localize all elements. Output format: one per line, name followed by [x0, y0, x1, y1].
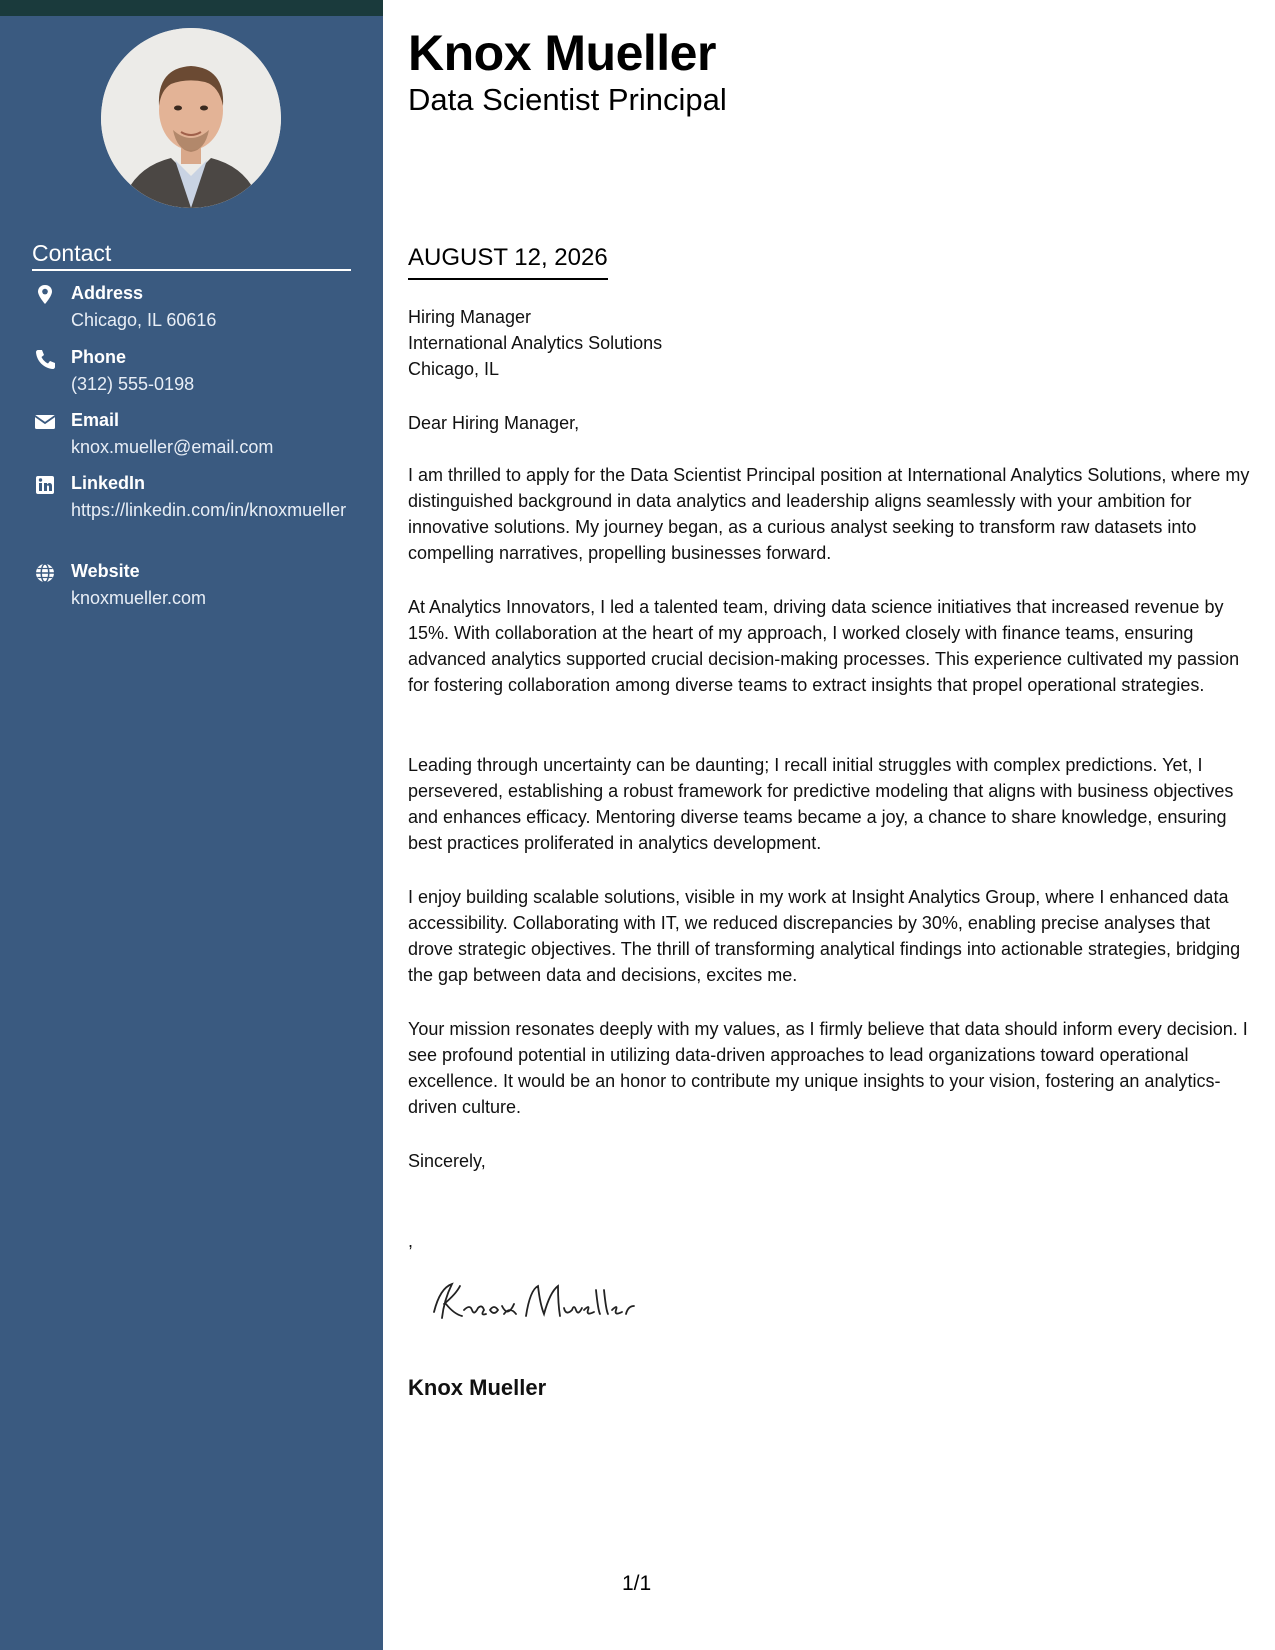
contact-value: knox.mueller@email.com	[71, 437, 274, 457]
page-number: 1/1	[622, 1572, 652, 1595]
comma-line: ,	[408, 1231, 414, 1251]
letter-date: AUGUST 12, 2026	[408, 244, 608, 280]
sidebar	[0, 0, 383, 1650]
contact-value: knoxmueller.com	[71, 588, 207, 608]
phone-icon	[32, 347, 58, 371]
recipient-block	[408, 304, 662, 382]
recipient-line: Hiring Manager	[408, 307, 532, 327]
signer-name: Knox Mueller	[408, 1375, 547, 1400]
contact-value: (312) 555-0198	[71, 374, 195, 394]
contact-heading: Contact	[32, 240, 351, 271]
closing: Sincerely,	[408, 1151, 486, 1171]
globe-icon	[32, 561, 58, 585]
contact-label: Phone	[71, 347, 127, 367]
handwritten-signature	[422, 1270, 662, 1340]
body-paragraph: I enjoy building scalable solutions, visible in my work at Insight Analytics Group, where I enhanced data accessibility. Collaborating with IT, we reduced discrepancies by 30%, enabling precise analyses that drove strategic objectives. The thrill of transforming analytical findings into actionable strategies, bridging the gap between data and decisions, excites me.	[408, 887, 1241, 985]
job-title: Data Scientist Principal	[408, 82, 727, 117]
envelope-icon	[32, 410, 58, 434]
contact-value: Chicago, IL 60616	[71, 310, 217, 330]
salutation: Dear Hiring Manager,	[408, 413, 580, 433]
body-paragraph: At Analytics Innovators, I led a talented team, driving data science initiatives that increased revenue by 15%. With collaboration at the heart of my approach, I worked closely with finance teams, ensuring advanced analytics supported crucial decision-making processes. This experience cultivated my passion for fostering collaboration among diverse teams to extract insights that propel operational strategies.	[408, 597, 1240, 695]
linkedin-icon	[32, 473, 58, 497]
body-paragraph: Your mission resonates deeply with my values, as I firmly believe that data should inform every decision. I see profound potential in utilizing data-driven approaches to lead organizations toward operational excellence. It would be an honor to contribute my unique insights to your vision, fostering an analytics-driven culture.	[408, 1019, 1248, 1117]
recipient-line: Chicago, IL	[408, 359, 500, 379]
contact-label: LinkedIn	[71, 473, 146, 493]
body-paragraph: I am thrilled to apply for the Data Scientist Principal position at International Analytics Solutions, where my distinguished background in data analytics and leadership aligns seamlessly with your ambition for innovative solutions. My journey began, as a curious analyst seeking to transform raw datasets into compelling narratives, propelling businesses forward.	[408, 465, 1250, 563]
recipient-line: International Analytics Solutions	[408, 333, 663, 353]
applicant-name: Knox Mueller	[408, 25, 716, 81]
profile-photo	[101, 28, 281, 208]
contact-value: https://linkedin.com/in/knoxmueller	[71, 500, 347, 520]
location-pin-icon	[32, 283, 58, 307]
body-paragraph: Leading through uncertainty can be daunting; I recall initial struggles with complex predictions. Yet, I persevered, establishing a robust framework for predictive modeling that aligns with business objectives and enhances efficacy. Mentoring diverse teams became a joy, a chance to share knowledge, ensuring best practices proliferated in analytics development.	[408, 755, 1234, 853]
contact-label: Website	[71, 561, 140, 581]
contact-label: Address	[71, 283, 144, 303]
contact-label: Email	[71, 410, 120, 430]
sidebar-top-bar	[0, 0, 383, 16]
